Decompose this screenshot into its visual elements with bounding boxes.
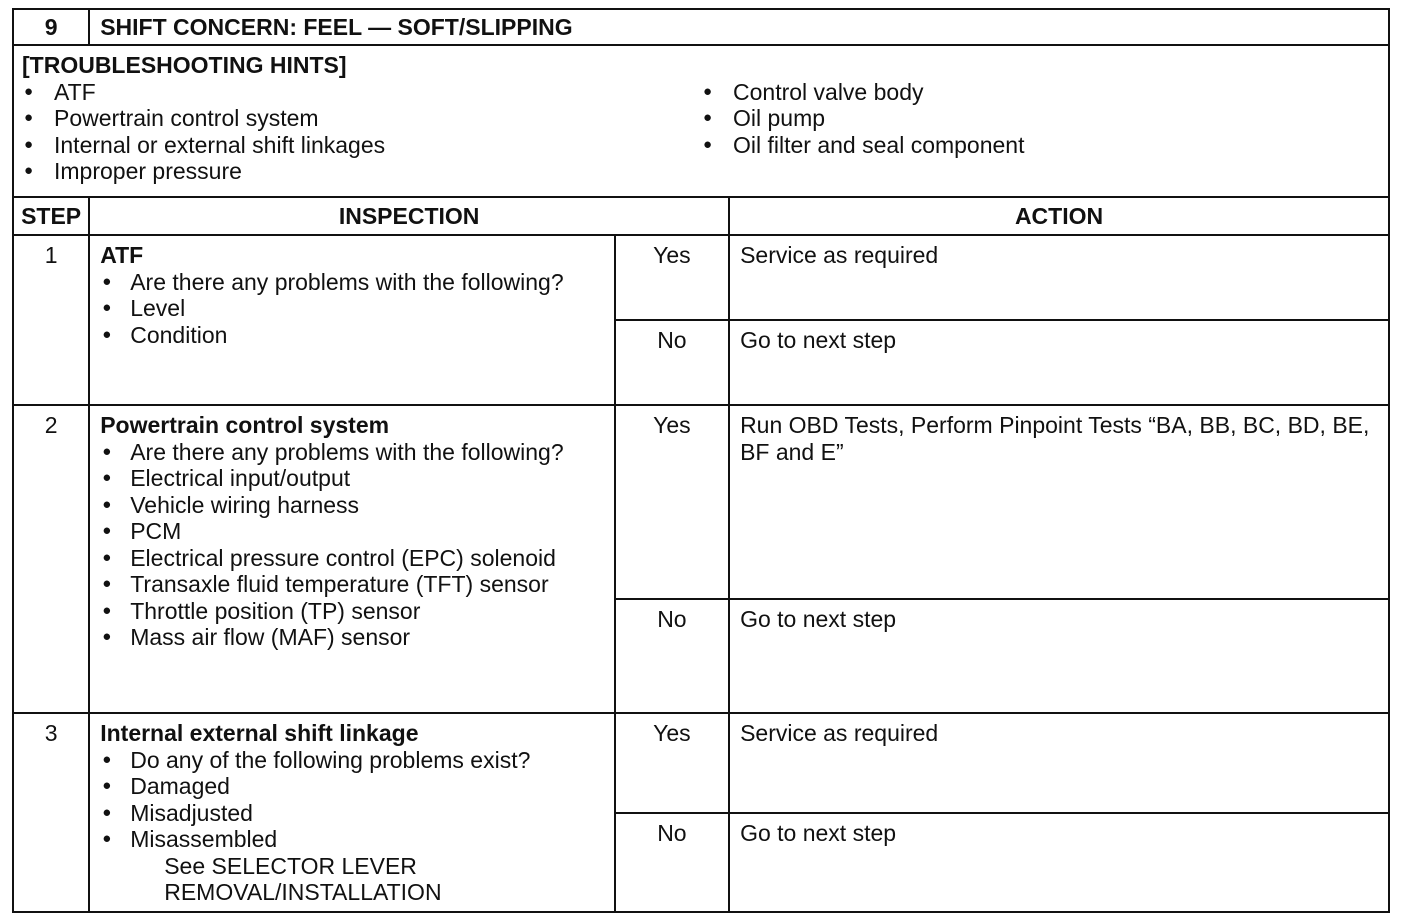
inspection-cell bbox=[89, 405, 615, 713]
step-row bbox=[13, 405, 1389, 599]
hints-left-column bbox=[22, 79, 701, 185]
hint-item: ● Powertrain control system bbox=[22, 105, 701, 132]
see-line-1: SELECTOR LEVER bbox=[211, 852, 417, 879]
see-prefix: See bbox=[164, 852, 206, 879]
step-number: 1 bbox=[13, 235, 89, 405]
inspection-item: ● PCM bbox=[100, 518, 606, 545]
no-label: No bbox=[615, 813, 729, 912]
hint-item: ● Oil pump bbox=[701, 105, 1380, 132]
step-row bbox=[13, 235, 1389, 320]
inspection-column-header: INSPECTION bbox=[89, 197, 729, 235]
inspection-item: ● Transaxle fluid temperature (TFT) sensor bbox=[100, 571, 606, 598]
inspection-item: ● Electrical input/output bbox=[100, 465, 606, 492]
concern-number: 9 bbox=[13, 9, 89, 45]
column-header-row bbox=[13, 197, 1389, 235]
inspection-cell bbox=[89, 235, 615, 405]
yes-action: Run OBD Tests, Perform Pinpoint Tests “BA, BB, BC, BD, BE, BF and E” bbox=[729, 405, 1389, 599]
inspection-item: ● Are there any problems with the following? bbox=[100, 269, 606, 296]
no-label: No bbox=[615, 599, 729, 713]
step-column-header: STEP bbox=[13, 197, 89, 235]
inspection-title: ATF bbox=[100, 242, 144, 268]
no-action: Go to next step bbox=[729, 813, 1389, 912]
hints-title: [TROUBLESHOOTING HINTS] bbox=[22, 52, 347, 78]
inspection-cell bbox=[89, 713, 615, 912]
hint-item: ● Control valve body bbox=[701, 79, 1380, 106]
hint-item: ● Improper pressure bbox=[22, 158, 701, 185]
header-row bbox=[13, 9, 1389, 45]
yes-label: Yes bbox=[615, 235, 729, 320]
hints-right-column bbox=[701, 79, 1380, 185]
troubleshooting-hints bbox=[13, 45, 1389, 197]
step-number: 3 bbox=[13, 713, 89, 912]
step-row bbox=[13, 713, 1389, 813]
yes-label: Yes bbox=[615, 713, 729, 813]
no-action: Go to next step bbox=[729, 320, 1389, 405]
concern-title: SHIFT CONCERN: FEEL — SOFT/SLIPPING bbox=[89, 9, 1389, 45]
hints-row bbox=[13, 45, 1389, 197]
inspection-item: ● Level bbox=[100, 295, 606, 322]
yes-label: Yes bbox=[615, 405, 729, 599]
inspection-title: Powertrain control system bbox=[100, 412, 390, 438]
inspection-item: ● Condition bbox=[100, 322, 606, 349]
yes-action: Service as required bbox=[729, 235, 1389, 320]
inspection-item: ● Are there any problems with the following? bbox=[100, 439, 606, 466]
see-reference bbox=[100, 853, 606, 880]
hint-item: ● Internal or external shift linkages bbox=[22, 132, 701, 159]
no-label: No bbox=[615, 320, 729, 405]
inspection-item: ● Misadjusted bbox=[100, 800, 606, 827]
shift-concern-table bbox=[12, 8, 1390, 913]
inspection-title: Internal external shift linkage bbox=[100, 720, 419, 746]
inspection-item: ● Electrical pressure control (EPC) solenoid bbox=[100, 545, 606, 572]
yes-action: Service as required bbox=[729, 713, 1389, 813]
step-number: 2 bbox=[13, 405, 89, 713]
inspection-item: ● Vehicle wiring harness bbox=[100, 492, 606, 519]
see-reference-line-2: REMOVAL/INSTALLATION bbox=[164, 879, 442, 905]
inspection-item: ● Misassembled bbox=[100, 826, 606, 853]
inspection-item: ● Throttle position (TP) sensor bbox=[100, 598, 606, 625]
hint-item: ● ATF bbox=[22, 79, 701, 106]
inspection-item: ● Do any of the following problems exist? bbox=[100, 747, 606, 774]
hint-item: ● Oil filter and seal component bbox=[701, 132, 1380, 159]
no-action: Go to next step bbox=[729, 599, 1389, 713]
inspection-item: ● Mass air flow (MAF) sensor bbox=[100, 624, 606, 651]
inspection-item: ● Damaged bbox=[100, 773, 606, 800]
action-column-header: ACTION bbox=[729, 197, 1389, 235]
